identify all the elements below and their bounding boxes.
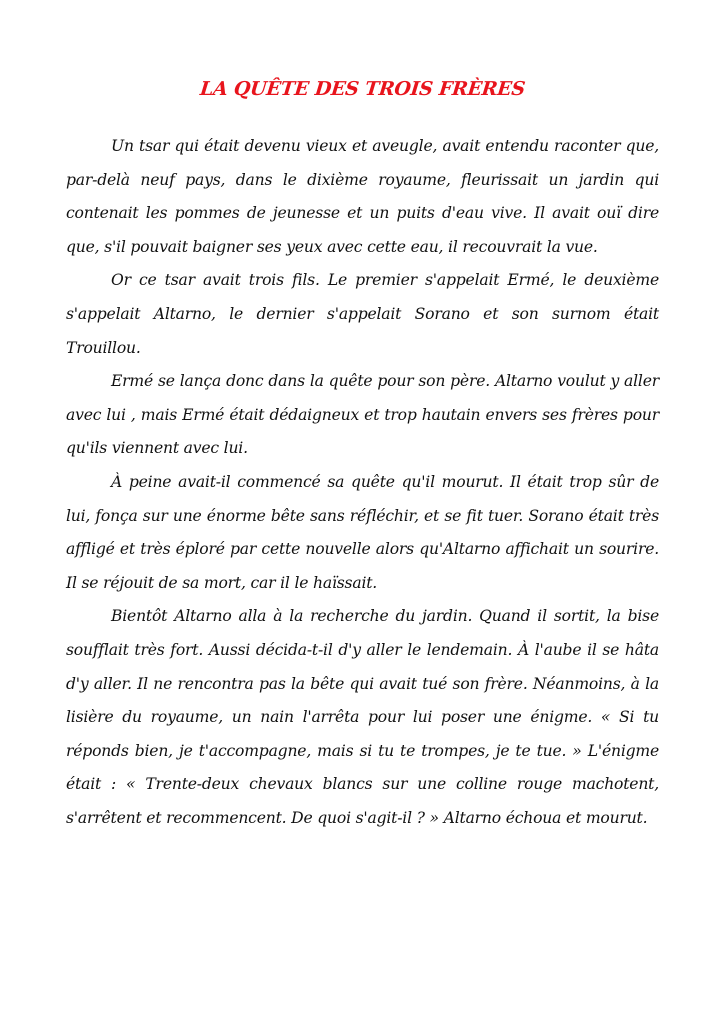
paragraph-5: Bientôt Altarno alla à la recherche du jardin. Quand il sortit, la bise soufflait très fort. Aussi décida-t-il d'y aller le lendemain. À l'aube il se hâta d'y aller. Il ne rencontra pas la bête qui avait tué son frère. Néanmoins, à la lisière du royaume, un nain l'arrêta pour lui poser une énigme. « Si tu réponds bien, je t'accompagne, mais si tu te trompes, je te tue. » L'énigme était : « Trente-deux chevaux blancs sur une colline rouge machotent, s'arrêtent et recommencent. De quoi s'agit-il ? » Altarno échoua et mourut. — [66, 607, 659, 827]
paragraph-4: À peine avait-il commencé sa quête qu'il mourut. Il était trop sûr de lui, fonça sur une énorme bête sans réfléchir, et se fit tuer. Sorano était très affligé et très éploré par cette nouvelle alors qu'Altarno affichait un sourire. Il se réjouit de sa mort, car il le haïssait. — [66, 472, 659, 592]
page-title: LA QUÊTE DES TROIS FRÈRES — [198, 78, 527, 100]
paragraph-2: Or ce tsar avait trois fils. Le premier s'appelait Ermé, le deuxième s'appelait Altarno, le dernier s'appelait Sorano et son surnom était Trouillou. — [66, 271, 659, 357]
paragraph-1: Un tsar qui était devenu vieux et aveugle, avait entendu raconter que, par-delà neuf pays, dans le dixième royaume, fleurissait un jardin qui contenait les pommes de jeunesse et un puits d'eau vive. Il avait ouï dire que, s'il pouvait baigner ses yeux avec cette eau, il recouvrait la vue. — [66, 137, 659, 256]
paragraph-3: Ermé se lança donc dans la quête pour son père. Altarno voulut y aller avec lui , mais Ermé était dédaigneux et trop hautain envers ses frères pour qu'ils viennent avec lui. — [66, 372, 659, 458]
